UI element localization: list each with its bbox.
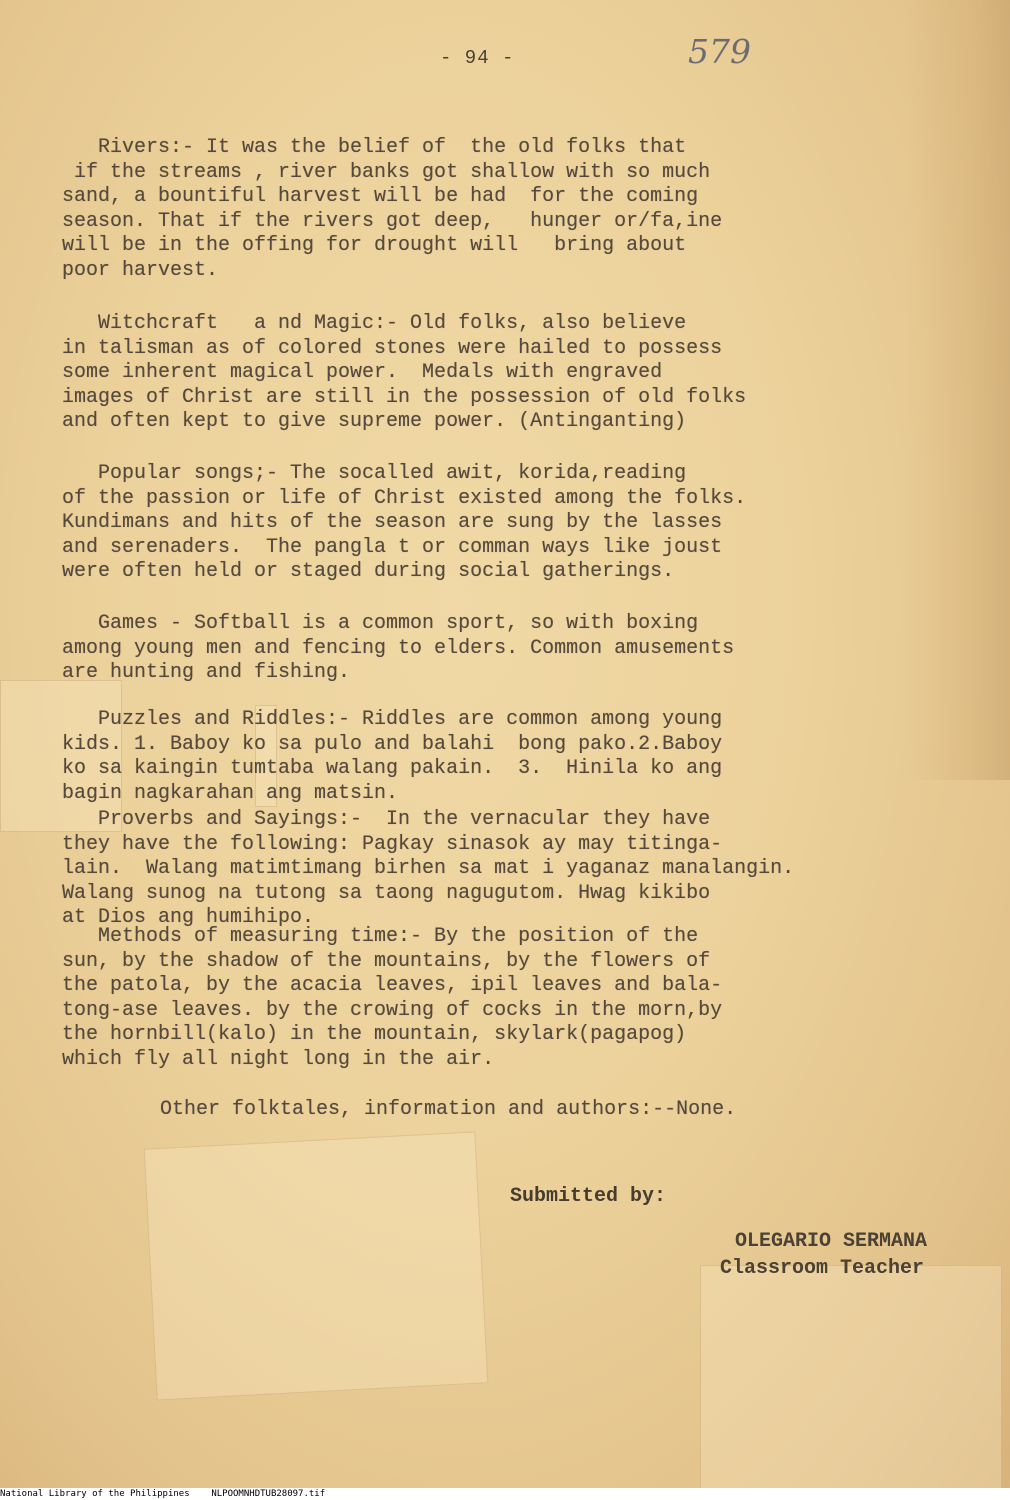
paragraph-measuring-time: Methods of measuring time:- By the position of the sun, by the shadow of the mountains, by the flowers of the patola, by the acacia leaves, ipil leaves and bala- tong-ase leaves. by the crowing of cocks in the morn,by the hornbill(kalo) in the mountain, skylark(pagapog) which fly all night long in the air. — [62, 925, 723, 1071]
page-number: - 94 - — [440, 47, 515, 69]
paragraph-proverbs-sayings: Proverbs and Sayings:- In the vernacular they have they have the following: Pagkay sinasok ay may titinga- lain. Walang matimtimang birhen sa mat i yaganaz manalangin. Walang sunog na tutong sa taong nagugutom. Hwag kikibo at Dios ang humihipo. — [62, 808, 795, 929]
handwritten-page-number: 579 — [688, 32, 751, 71]
paragraph-witchcraft: Witchcraft a nd Magic:- Old folks, also believe in talisman as of colored stones were hailed to possess some inherent magical power. Medals with engraved images of Christ are still in the possession of old folks and often kept to give supreme power. (Antinganting) — [62, 312, 747, 433]
footer-institution: National Library of the Philippines — [0, 1489, 190, 1499]
submitted-by-label: Submitted by: — [510, 1185, 667, 1208]
tape-patch — [144, 1131, 489, 1400]
tape-patch — [700, 1265, 1002, 1497]
paper-stain — [905, 0, 1010, 780]
paragraph-puzzles-riddles: Puzzles and Riddles:- Riddles are common among young kids. 1. Baboy ko sa pulo and balahi bong pako.2.Baboy ko sa kaingin tumtaba walang pakain. 3. Hinila ko ang bagin nagkarahan ang matsin. — [62, 708, 723, 805]
paragraph-rivers: Rivers:- It was the belief of the old folks that if the streams , river banks got shallow with so much sand, a bountiful harvest will be had for the coming season. That if the rivers got deep, hunger or/fa,ine will be in the offing for drought will bring about poor harvest. — [62, 136, 723, 282]
signer-title: Classroom Teacher — [720, 1257, 925, 1280]
paragraph-other-folktales: Other folktales, information and authors:--None. — [160, 1098, 737, 1121]
paragraph-games: Games - Softball is a common sport, so with boxing among young men and fencing to elders. Common amusements are hunting and fishing. — [62, 612, 735, 684]
signer-name: OLEGARIO SERMANA — [735, 1230, 928, 1253]
scan-footer — [0, 1488, 1010, 1500]
footer-filename: NLPOOMNHDTUB28097.tif — [211, 1489, 326, 1499]
paragraph-popular-songs: Popular songs;- The socalled awit, korida,reading of the passion or life of Christ existed among the folks. Kundimans and hits of the season are sung by the lasses and serenaders. The pangla t or comman ways like joust were often held or staged during social gatherings. — [62, 462, 747, 583]
